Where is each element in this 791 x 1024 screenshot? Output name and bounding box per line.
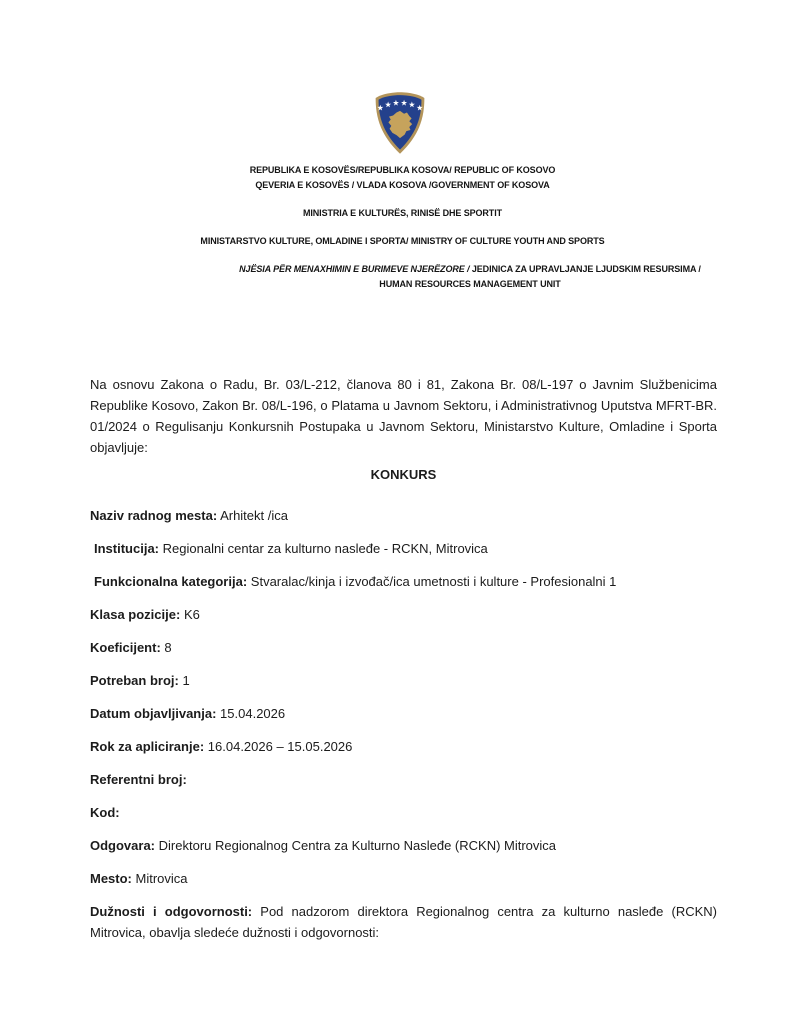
field-row-referentni-broj <box>90 769 717 790</box>
field-value: 8 <box>164 640 172 655</box>
government-line: QEVERIA E KOSOVËS / VLADA KOSOVA /GOVERNMENT OF KOSOVA <box>255 180 550 190</box>
hr-unit-english: HUMAN RESOURCES MANAGEMENT UNIT <box>379 279 561 289</box>
field-row-funkcionalna-kategorija <box>90 571 717 592</box>
field-label: Mesto: <box>90 871 132 886</box>
kosovo-coat-of-arms-icon <box>371 91 429 155</box>
field-row-koeficijent <box>90 637 717 658</box>
letterhead <box>90 163 715 292</box>
field-label: Rok za apliciranje: <box>90 739 205 754</box>
field-label: Naziv radnog mesta: <box>90 508 218 523</box>
field-row-klasa-pozicije <box>90 604 717 625</box>
field-row-kod <box>90 802 717 823</box>
field-label: Kod: <box>90 805 120 820</box>
field-value: Regionalni centar za kulturno nasleđe - RCKN, Mitrovica <box>162 541 488 556</box>
field-label: Dužnosti i odgovornosti: <box>90 904 253 919</box>
field-label: Funkcionalna kategorija: <box>94 574 248 589</box>
field-row-institucija <box>90 538 717 559</box>
field-value: Pod nadzorom direktora Regionalnog centra za kulturno nasleđe (RCKN) Mitrovica, obavlja sledeće dužnosti i odgovornosti: <box>90 904 717 940</box>
ministry-line-albanian: MINISTRIA E KULTURËS, RINISË DHE SPORTIT <box>302 208 502 218</box>
field-value: Arhitekt /ica <box>220 508 288 523</box>
hr-unit-block <box>90 262 715 292</box>
republic-line: REPUBLIKA E KOSOVËS/REPUBLIKA KOSOVA/ REPUBLIC OF KOSOVO <box>249 165 556 175</box>
field-row-naziv-radnog-mesta <box>90 505 717 526</box>
field-row-odgovara <box>90 835 717 856</box>
field-value: K6 <box>183 607 200 622</box>
field-row-rok-za-apliciranje <box>90 736 717 757</box>
page-title: KONKURS <box>370 467 437 482</box>
hr-unit-albanian: NJËSIA PËR MENAXHIMIN E BURIMEVE NJERËZORE / <box>239 264 470 274</box>
field-label: Institucija: <box>94 541 160 556</box>
field-label: Potreban broj: <box>90 673 179 688</box>
field-row-mesto <box>90 868 717 889</box>
legal-basis-paragraph: Na osnovu Zakona o Radu, Br. 03/L-212, članova 80 i 81, Zakona Br. 08/L-197 o Javnim Službenicima Republike Kosovo, Zakon Br. 08/L-196, o Platama u Javnom Sektoru, i Administrativnog Uputstva MFRT-BR. 01/2024 o Regulisanju Konkursnih Postupaka u Javnom Sektoru, Ministarstvo Kulture, Omladine i Sporta objavljuje: <box>90 377 717 455</box>
field-value: 1 <box>182 673 190 688</box>
field-row-potreban-broj <box>90 670 717 691</box>
hr-unit-line <box>225 262 715 277</box>
field-row-datum-objavljivanja <box>90 703 717 724</box>
field-value: Stvaralac/kinja i izvođač/ica umetnosti i kulture - Profesionalni 1 <box>250 574 617 589</box>
ministry-line-serbian-english: MINISTARSTVO KULTURE, OMLADINE I SPORTA/ MINISTRY OF CULTURE YOUTH AND SPORTS <box>200 236 605 246</box>
document-body <box>90 374 717 955</box>
hr-unit-serbian: JEDINICA ZA UPRAVLJANJE LJUDSKIM RESURSIMA / <box>469 264 701 274</box>
field-label: Koeficijent: <box>90 640 161 655</box>
field-value: 15.04.2026 <box>220 706 286 721</box>
field-label: Odgovara: <box>90 838 156 853</box>
field-value: 16.04.2026 – 15.05.2026 <box>207 739 353 754</box>
field-label: Referentni broj: <box>90 772 187 787</box>
field-label: Datum objavljivanja: <box>90 706 217 721</box>
field-row-duznosti-i-odgovornosti <box>90 901 717 943</box>
field-value: Direktoru Regionalnog Centra za Kulturno Nasleđe (RCKN) Mitrovica <box>158 838 557 853</box>
field-value: Mitrovica <box>135 871 188 886</box>
field-label: Klasa pozicije: <box>90 607 181 622</box>
